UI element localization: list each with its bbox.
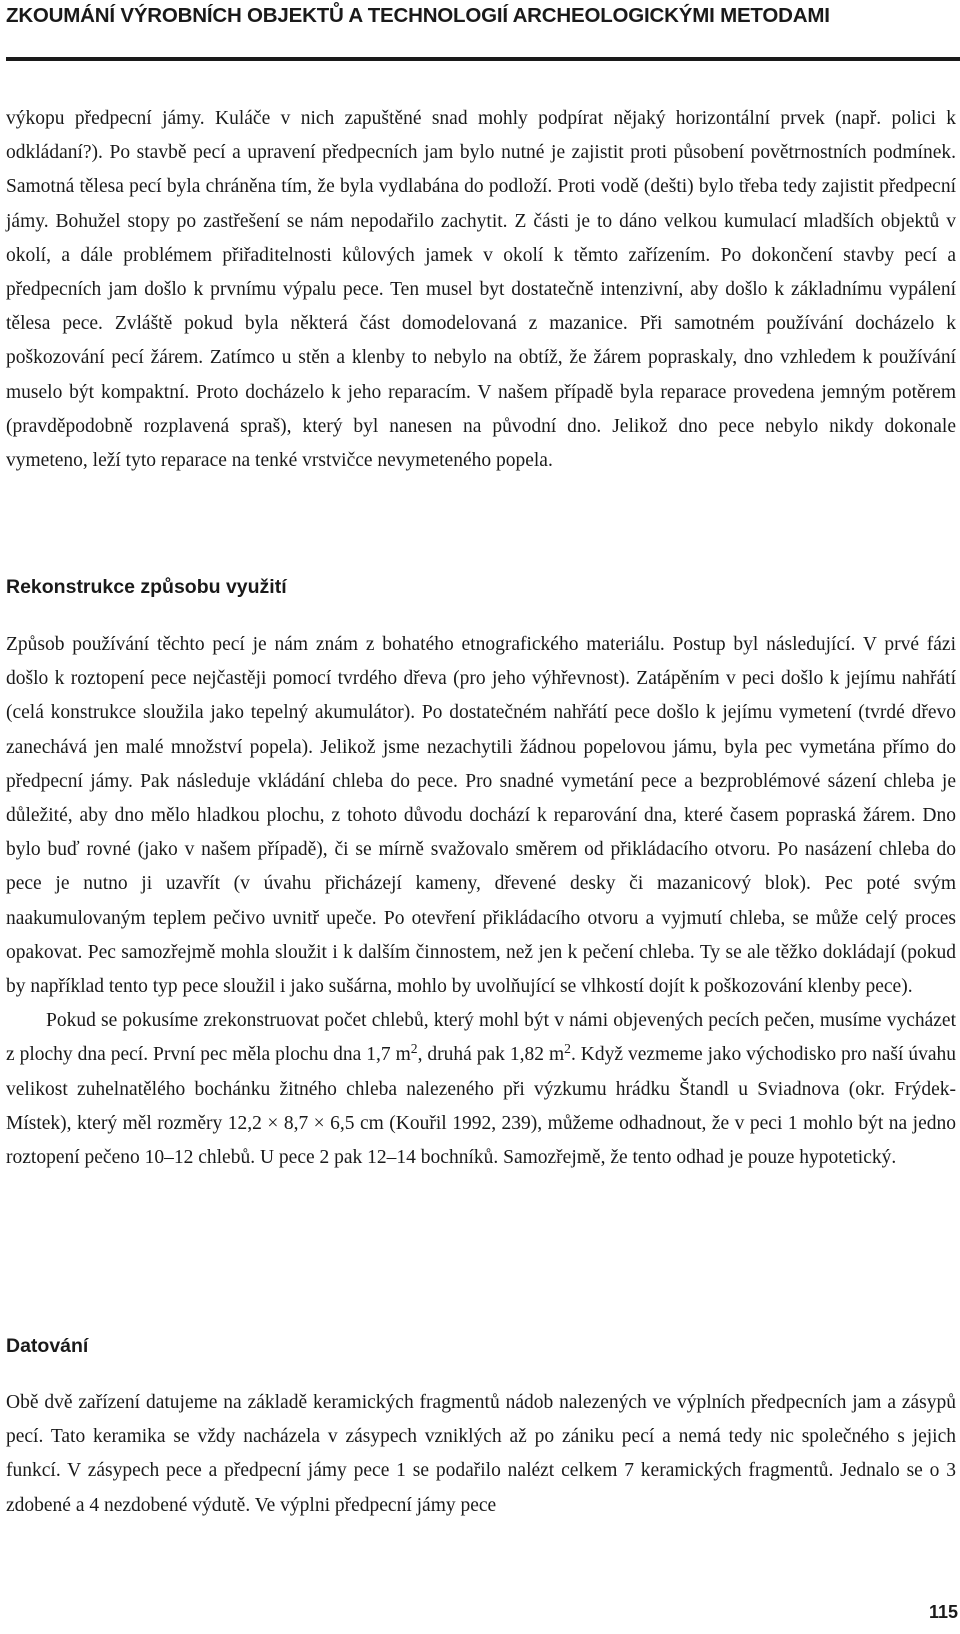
page-number: 115 (928, 1602, 958, 1622)
superscript-squared: 2 (564, 1041, 571, 1057)
reconstruction-paragraph-2-text: Pokud se pokusíme zrekonstruovat počet chlebů, který mohl být v námi objevených pecích pečen, musíme vycházet z plochy dna pecí. První pec měla plochu dna 1,7 m (6, 1010, 956, 1066)
section-heading-dating: Datování (6, 1335, 89, 1357)
header-rule (6, 57, 960, 61)
intro-text-block (6, 102, 956, 478)
intro-paragraph: výkopu předpecní jámy. Kuláče v nich zapuštěné snad mohly podpírat nějaký horizontální prvek (např. polici k odkládaní?). Po stavbě pecí a upravení předpecních jam bylo nutné je zajistit proti působení povětrnostních podmínek. Samotná tělesa pecí byla chráněna tím, že byla vydlabána do podloží. Proti vodě (dešti) bylo třeba tedy zajistit předpecní jámy. Bohužel stopy po zastřešení se nám nepodařilo zachytit. Z části je to dáno velkou kumulací mladších objektů v okolí, a dále problémem přiřaditelnosti kůlových jamek v okolí k těmto zařízením. Po dokončení stavby pecí a předpecních jam došlo k prvnímu výpalu pece. Ten musel byt dostatečně intenzivní, aby došlo k základnímu vypálení tělesa pece. Zvláště pokud byla některá část domodelovaná z mazanice. Při samotném používání docházelo k poškozování pecí žárem. Zatímco u stěn a klenby to nebylo na obtíž, že žárem popraskaly, dno vzhledem k používání muselo být kompaktní. Proto docházelo k jeho reparacím. V našem případě byla reparace provedena jemným potěrem (pravděpodobně rozplavená spraš), který byl nanesen na původní dno. Jelikož dno pece nebylo nikdy dokonale vymeteno, leží tyto reparace na tenké vrstvičce nevymeteného popela. (6, 108, 956, 472)
dating-text-block (6, 1386, 956, 1523)
running-header: ZKOUMÁNÍ VÝROBNÍCH OBJEKTŮ A TECHNOLOGIÍ ARCHEOLOGICKÝMI METODAMI (6, 4, 830, 27)
reconstruction-paragraph-2-text: . Když vezmeme jako východisko pro naší úvahu velikost zuhelnatělého bochánku žitného chleba nalezeného při výzkumu hrádku Štandl u Sviadnova (okr. Frýdek-Místek), který měl rozměry 12,2 × 8,7 × 6,5 cm (Kouřil 1992, 239), můžeme odhadnout, že v peci 1 mohlo být na jedno roztopení pečeno 10–12 chlebů. U pece 2 pak 12–14 bochníků. Samozřejmě, že tento odhad je pouze hypotetický. (6, 1044, 956, 1169)
reconstruction-paragraph-1: Způsob používání těchto pecí je nám znám z bohatého etnografického materiálu. Postup byl následující. V prvé fázi došlo k roztopení pece nejčastěji pomocí tvrdého dřeva (pro jeho výhřevnost). Zatápěním v peci došlo k jejímu nahřátí (celá konstrukce sloužila jako tepelný akumulátor). Po dostatečném nahřátí pece došlo k jejímu vymetení (tvrdé dřevo zanechává jen malé množství popela). Jelikož jsme nezachytili žádnou popelovou jámu, byla pec vymetána přímo do předpecní jámy. Pak následuje vkládání chleba do pece. Pro snadné vymetání pece a bezproblémové sázení chleba je důležité, aby dno mělo hladkou plochu, z tohoto důvodu dochází k reparování dna, které časem popraská žárem. Dno bylo buď rovné (jako v našem případě), či se mírně svažovalo směrem od přikládacího otvoru. Po nasázení chleba do pece je nutno ji uzavřít (v úvahu přicházejí kameny, dřevené desky či mazanicový blok). Pec poté svým naakumulovaným teplem pečivo uvnitř upeče. Po otevření přikládacího otvoru a vyjmutí chleba, se může celý proces opakovat. Pec samozřejmě mohla sloužit i k dalším činnostem, než jen k pečení chleba. Ty se ale těžko dokládají (pokud by například tento typ pece sloužil i jako sušárna, mohlo by uvolňující se vlhkostí dojít k poškozování klenby pece). (6, 634, 956, 998)
reconstruction-paragraph-2-text: , druhá pak 1,82 m (417, 1044, 565, 1066)
superscript-squared: 2 (410, 1041, 418, 1057)
section-heading-reconstruction: Rekonstrukce způsobu využití (6, 576, 287, 598)
dating-paragraph: Obě dvě zařízení datujeme na základě keramických fragmentů nádob nalezených ve výplních předpecních jam a zásypů pecí. Tato keramika se vždy nacházela v zásypech vzniklých až po zániku pecí a nemá tedy nic společného s jejich funkcí. V zásypech pece a předpecní jámy pece 1 se podařilo nalézt celkem 7 keramických fragmentů. Jednalo se o 3 zdobené a 4 nezdobené výdutě. Ve výplni předpecní jámy pece (6, 1392, 956, 1516)
reconstruction-paragraph-2 (6, 1004, 956, 1175)
reconstruction-text-block (6, 628, 956, 1175)
